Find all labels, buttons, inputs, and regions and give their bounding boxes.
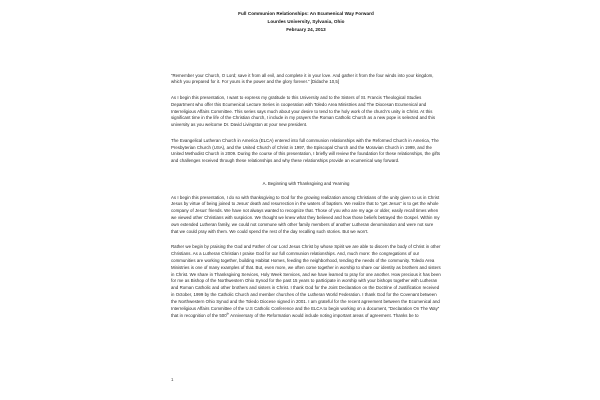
paragraph-introduction: As I begin this presentation, I want to express my gratitude to this University and to the Sisters of St. Francis Theological Studies Department who offer this Ecumenical Lecture Series in cooperation with Toledo Area Ministries and The Diocesan Ecumenical and Interreligious Affairs Committee. This series says much about your desire to tend to the holy work of the church’s unity in Christ. At this significant time in the life of the Christian church, I include in my prayers the Roman Catholic Church as a new pope is selected and this university as you welcome Dr. David Livingston at your new president.: [171, 94, 436, 128]
header-title-line: Full Communion Relationships: An Ecumenical Way Forward: [238, 11, 374, 16]
document-content: [171, 10, 441, 319]
page-number: 1: [171, 377, 174, 382]
paragraph-thanksgiving: As I begin this presentation, I do so with thanksgiving to God for the growing realization among Christians of the unity given to us in Christ Jesus by virtue of being joined to Jesus’ death and resurrection in the waters of baptism. We realize that to “get Jesus” is to get the whole company of Jesus’ friends. We have not always wanted to recognize that. Those of you who are my age or older, easily recall times when we viewed other Christians with suspicion. We thought we knew what they believed and how those beliefs betrayed the Gospel. Within my own extended Lutheran family, we could not commune with other family members of another Lutheran denomination and were not sure that we could pray with them. We could spend the rest of the day recalling such stories. But we won’t.: [171, 194, 440, 234]
heading-spacer: [171, 188, 441, 195]
quote-section: [171, 73, 441, 87]
praising-text-part-one: Rather we begin by praising the God and Father of our Lord Jesus Christ by whose Spirit we are able to discern the body of Christ in other Christians. As a Lutheran Christian I praise God for our full communion relationships. And, much more: the congregations of our communities are working together, building Habitat Homes, feeding the neighborhood, tending the needs of the community. Toledo Area Ministries is one of many examples of that. But, even more, we often come together in worship to share our identity as brothers and sisters in Christ. We share in Thanksgiving Services, Holy Week Services, and we have learned to pray for one another. How precious it has been for me as Bishop of the Northwestern Ohio Synod for the past 15 years to participate in worship with your bishops together with Lutheran and Roman Catholic and other brothers and sisters in Christ. I thank God for the Joint Declaration on the Doctrine of Justification received in October, 1999 by the Catholic Church and member churches of the Lutheran World Federation. I thank God for the Covenant between the Northwestern Ohio Synod and the Toledo Diocese signed in 2001. I am grateful for the recent agreement between the Ecumenical and Interreligious Affairs Committee of the U.S Catholic Conference and the ELCA to begin working on a document, “Declaration On The Way” that in recognition of the: [171, 244, 441, 318]
header-venue-line: Lourdes University, Sylvania, Ohio: [267, 19, 345, 25]
section-heading-a: A. Beginning with Thanksgiving and Yearning: [262, 180, 350, 186]
anniversary-number: 500: [219, 312, 227, 318]
header-date-line: February 24, 2013: [286, 27, 326, 33]
paragraph-elca-history: The Evangelical Lutheran Church in America (ELCA) entered into full communion relationships with the Reformed Church in America, The Presbyterian Church (USA), and the United Church of Christ in 1997, the Episcopal Church and the Moravian Church in 1999, and the United Methodist Church in 2009. During the course of this presentation, I briefly will review the foundation for these relationships, the gifts and challenges received through these relationships and why these relationships provide an ecumenical way forward.: [171, 137, 441, 164]
praising-text-part-two: Anniversary of the Reformation would include noting important areas of agreement. Thanks be to: [229, 312, 419, 318]
section-spacer: [171, 174, 441, 181]
paragraph-didache-quote: “Remember your Church, O Lord; save it from all evil, and complete it in your love. And gather it from the four winds into your kingdom, which you prepared for it. For yours is the power and the glory forever.” [Didache 10,5]: [171, 72, 434, 85]
document-header: [171, 10, 441, 35]
anniversary-ordinal-suffix: th: [226, 311, 230, 316]
paragraph-praising: [171, 244, 441, 319]
